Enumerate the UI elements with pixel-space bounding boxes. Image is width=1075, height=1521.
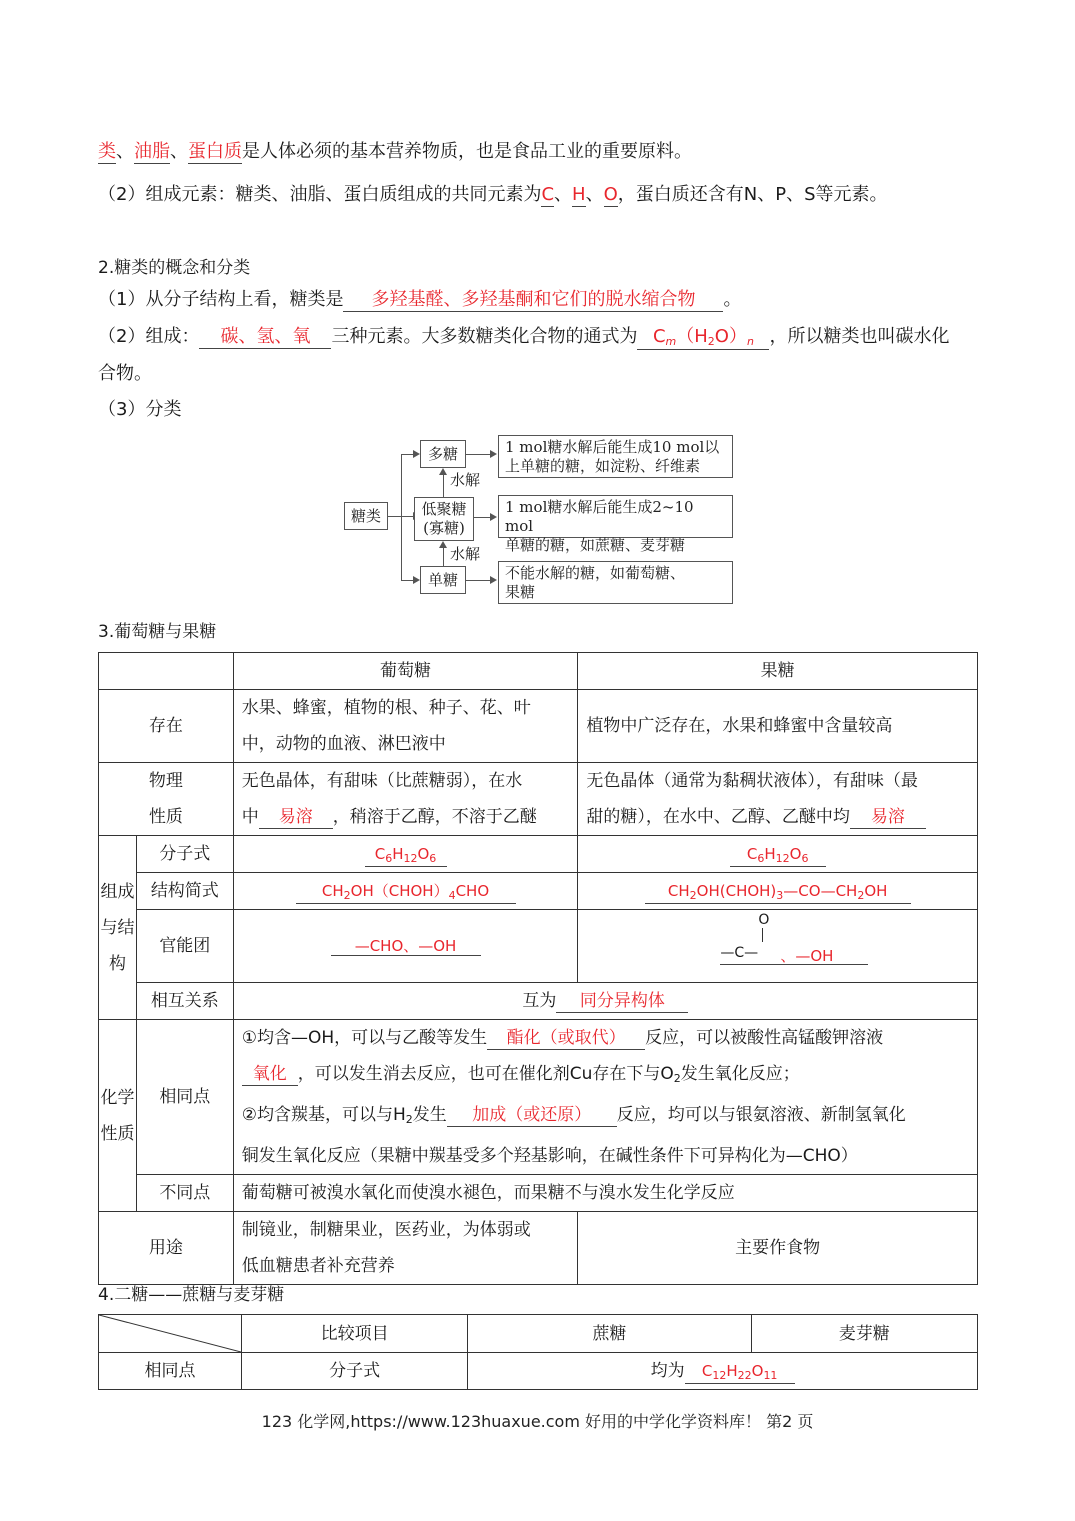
p2-suffix: ，所以糖类也叫碳水化 bbox=[769, 326, 950, 347]
table-row-use bbox=[99, 1212, 978, 1285]
table-row-functional-group bbox=[99, 910, 978, 983]
label-formula: 分子式 bbox=[242, 1353, 468, 1390]
sec2-p2-cont: 合物。 bbox=[98, 363, 152, 384]
desc-polysaccharide: 1 mol糖水解后能生成10 mol以 上单糖的糖，如淀粉、纤维素 bbox=[498, 435, 733, 478]
answer-sugar-definition: 多羟基醛、多羟基酮和它们的脱水缩合物 bbox=[343, 290, 723, 312]
label-chemical: 化学 性质 bbox=[99, 1020, 137, 1212]
section-4-heading: 4.二糖——蔗糖与麦芽糖 bbox=[98, 1285, 285, 1305]
label-functional-group: 官能团 bbox=[136, 910, 233, 983]
answer-soluble: 易溶 bbox=[259, 808, 333, 829]
table-row-structure bbox=[99, 873, 978, 910]
label-hydrolysis-2: 水解 bbox=[450, 545, 481, 563]
header-glucose: 葡萄糖 bbox=[233, 653, 578, 690]
table-row-chem-diff bbox=[99, 1175, 978, 1212]
node-oligosaccharide: 低聚糖 (寡糖) bbox=[414, 497, 474, 541]
intro-text: 是人体必须的基本营养物质，也是食品工业的重要原料。 bbox=[242, 141, 692, 162]
sec2-p3: （3）分类 bbox=[98, 399, 182, 420]
page-footer: 123 化学网,https://www.123huaxue.com 好用的中学化学资料库！ 第2 页 bbox=[261, 1412, 814, 1431]
label-hydrolysis-1: 水解 bbox=[450, 471, 481, 489]
header-fructose: 果糖 bbox=[578, 653, 978, 690]
disaccharide-table bbox=[98, 1314, 978, 1390]
answer-sugar: 类 bbox=[98, 141, 116, 162]
chem-diff-text: 葡萄糖可被溴水氧化而使溴水褪色，而果糖不与溴水发生化学反应 bbox=[233, 1175, 977, 1212]
desc-oligosaccharide: 1 mol糖水解后能生成2~10 mol 单糖的糖，如蔗糖、麦芽糖 bbox=[498, 495, 733, 538]
disaccharide-header-row bbox=[99, 1315, 978, 1353]
label-formula: 分子式 bbox=[136, 836, 233, 873]
structure-fructose: $CH_2OH(CHOH)_3—CO—CH_2OH$ bbox=[578, 873, 978, 910]
table-row-existence bbox=[99, 690, 978, 763]
label-diff: 不同点 bbox=[136, 1175, 233, 1212]
func-glucose: —CHO、—OH bbox=[233, 910, 578, 983]
node-root: 糖类 bbox=[344, 502, 388, 530]
existence-fructose: 植物中广泛存在，水果和蜂蜜中含量较高 bbox=[578, 690, 978, 763]
glucose-fructose-table bbox=[98, 652, 978, 1285]
formula-value: 均为 $C_{12}H_{22}O_{11}$ bbox=[468, 1353, 978, 1390]
answer-h: H bbox=[572, 184, 586, 205]
relation-value: 互为 同分异构体 bbox=[233, 983, 977, 1020]
table-row-physical bbox=[99, 763, 978, 836]
separator: 、 bbox=[170, 141, 188, 162]
formula-fructose: $C_6H_{12}O_6$ bbox=[578, 836, 978, 873]
answer-o: O bbox=[603, 184, 618, 205]
answer-elements: 碳、氢、氧 bbox=[199, 327, 331, 349]
label-composition: 组成 与结 构 bbox=[99, 836, 137, 1020]
diagonal-line bbox=[99, 1315, 241, 1352]
elements-suffix: ，蛋白质还含有N、P、S等元素。 bbox=[617, 184, 888, 205]
answer-fat: 油脂 bbox=[134, 141, 170, 162]
header-maltose: 麦芽糖 bbox=[751, 1315, 977, 1353]
label-use: 用途 bbox=[99, 1212, 234, 1285]
section-2-heading: 2.糖类的概念和分类 bbox=[98, 258, 251, 278]
table-header-row bbox=[99, 653, 978, 690]
intro-line-2 bbox=[98, 183, 888, 207]
answer-protein: 蛋白质 bbox=[188, 141, 242, 162]
answer-disaccharide-formula: $C_{12}H_{22}O_{11}$ bbox=[685, 1363, 795, 1384]
answer-isomer: 同分异构体 bbox=[556, 992, 688, 1013]
label-physical: 物理 性质 bbox=[99, 763, 234, 836]
answer-c: C bbox=[541, 184, 555, 205]
separator: 、 bbox=[116, 141, 134, 162]
table-row-formula bbox=[99, 836, 978, 873]
label-structure: 结构简式 bbox=[136, 873, 233, 910]
node-monosaccharide: 单糖 bbox=[420, 566, 466, 594]
separator: 、 bbox=[554, 184, 573, 205]
sec2-p2 bbox=[98, 325, 949, 350]
label-same: 相同点 bbox=[99, 1353, 242, 1390]
label-relation: 相互关系 bbox=[136, 983, 233, 1020]
physical-fructose: 无色晶体（通常为黏稠状液体），有甜味（最 甜的糖），在水中、乙醇、乙醚中均 易溶 bbox=[578, 763, 978, 836]
header-sucrose: 蔗糖 bbox=[468, 1315, 751, 1353]
p1-suffix: 。 bbox=[723, 289, 742, 310]
intro-line-1 bbox=[98, 140, 692, 164]
header-item: 比较项目 bbox=[242, 1315, 468, 1353]
desc-monosaccharide: 不能水解的糖，如葡萄糖、 果糖 bbox=[498, 561, 733, 604]
use-fructose: 主要作食物 bbox=[578, 1212, 978, 1285]
func-fructose: O —C— 、—OH bbox=[578, 910, 978, 983]
answer-soluble: 易溶 bbox=[850, 808, 926, 829]
node-polysaccharide: 多糖 bbox=[420, 440, 466, 468]
separator: 、 bbox=[585, 184, 604, 205]
label-existence: 存在 bbox=[99, 690, 234, 763]
physical-glucose: 无色晶体，有甜味（比蔗糖弱），在水 中 易溶 ，稍溶于乙醇，不溶于乙醚 bbox=[233, 763, 578, 836]
sec2-p1 bbox=[98, 288, 741, 312]
label-same: 相同点 bbox=[136, 1020, 233, 1175]
table-row-chem-same bbox=[99, 1020, 978, 1175]
chem-same-text: ①均含—OH，可以与乙酸等发生 酯化（或取代） 反应，可以被酸性高锰酸钾溶液 氧化 ，可以发生消去反应，也可在催化剂Cu存在下与$O_2$发生氧化反应； ②均含羰基，可以与$H_2$发生 加成（或还原） 反应，均可以与银氨溶液、新制氢氧化 铜发生氧化反应（果糖中羰基受多个羟基影响，在碱性条件下可异构化为—CHO） bbox=[233, 1020, 977, 1175]
p2-prefix: （2）组成： bbox=[98, 326, 200, 347]
formula-glucose: $C_6H_{12}O_6$ bbox=[233, 836, 578, 873]
existence-glucose: 水果、蜂蜜，植物的根、种子、花、叶 中，动物的血液、淋巴液中 bbox=[233, 690, 578, 763]
answer-general-formula: $C_m(H_2O)_n$ bbox=[637, 327, 769, 350]
diagonal-header-cell bbox=[99, 1315, 242, 1353]
disaccharide-row-same bbox=[99, 1353, 978, 1390]
use-glucose: 制镜业，制糖果业，医药业，为体弱或 低血糖患者补充营养 bbox=[233, 1212, 578, 1285]
structure-glucose: $CH_2OH(CHOH)_4CHO$ bbox=[233, 873, 578, 910]
p1-prefix: （1）从分子结构上看，糖类是 bbox=[98, 289, 344, 310]
p2-mid: 三种元素。大多数糖类化合物的通式为 bbox=[331, 326, 638, 347]
table-row-relation bbox=[99, 983, 978, 1020]
section-3-heading: 3.葡萄糖与果糖 bbox=[98, 622, 217, 642]
elements-text: （2）组成元素：糖类、油脂、蛋白质组成的共同元素为 bbox=[98, 184, 542, 205]
